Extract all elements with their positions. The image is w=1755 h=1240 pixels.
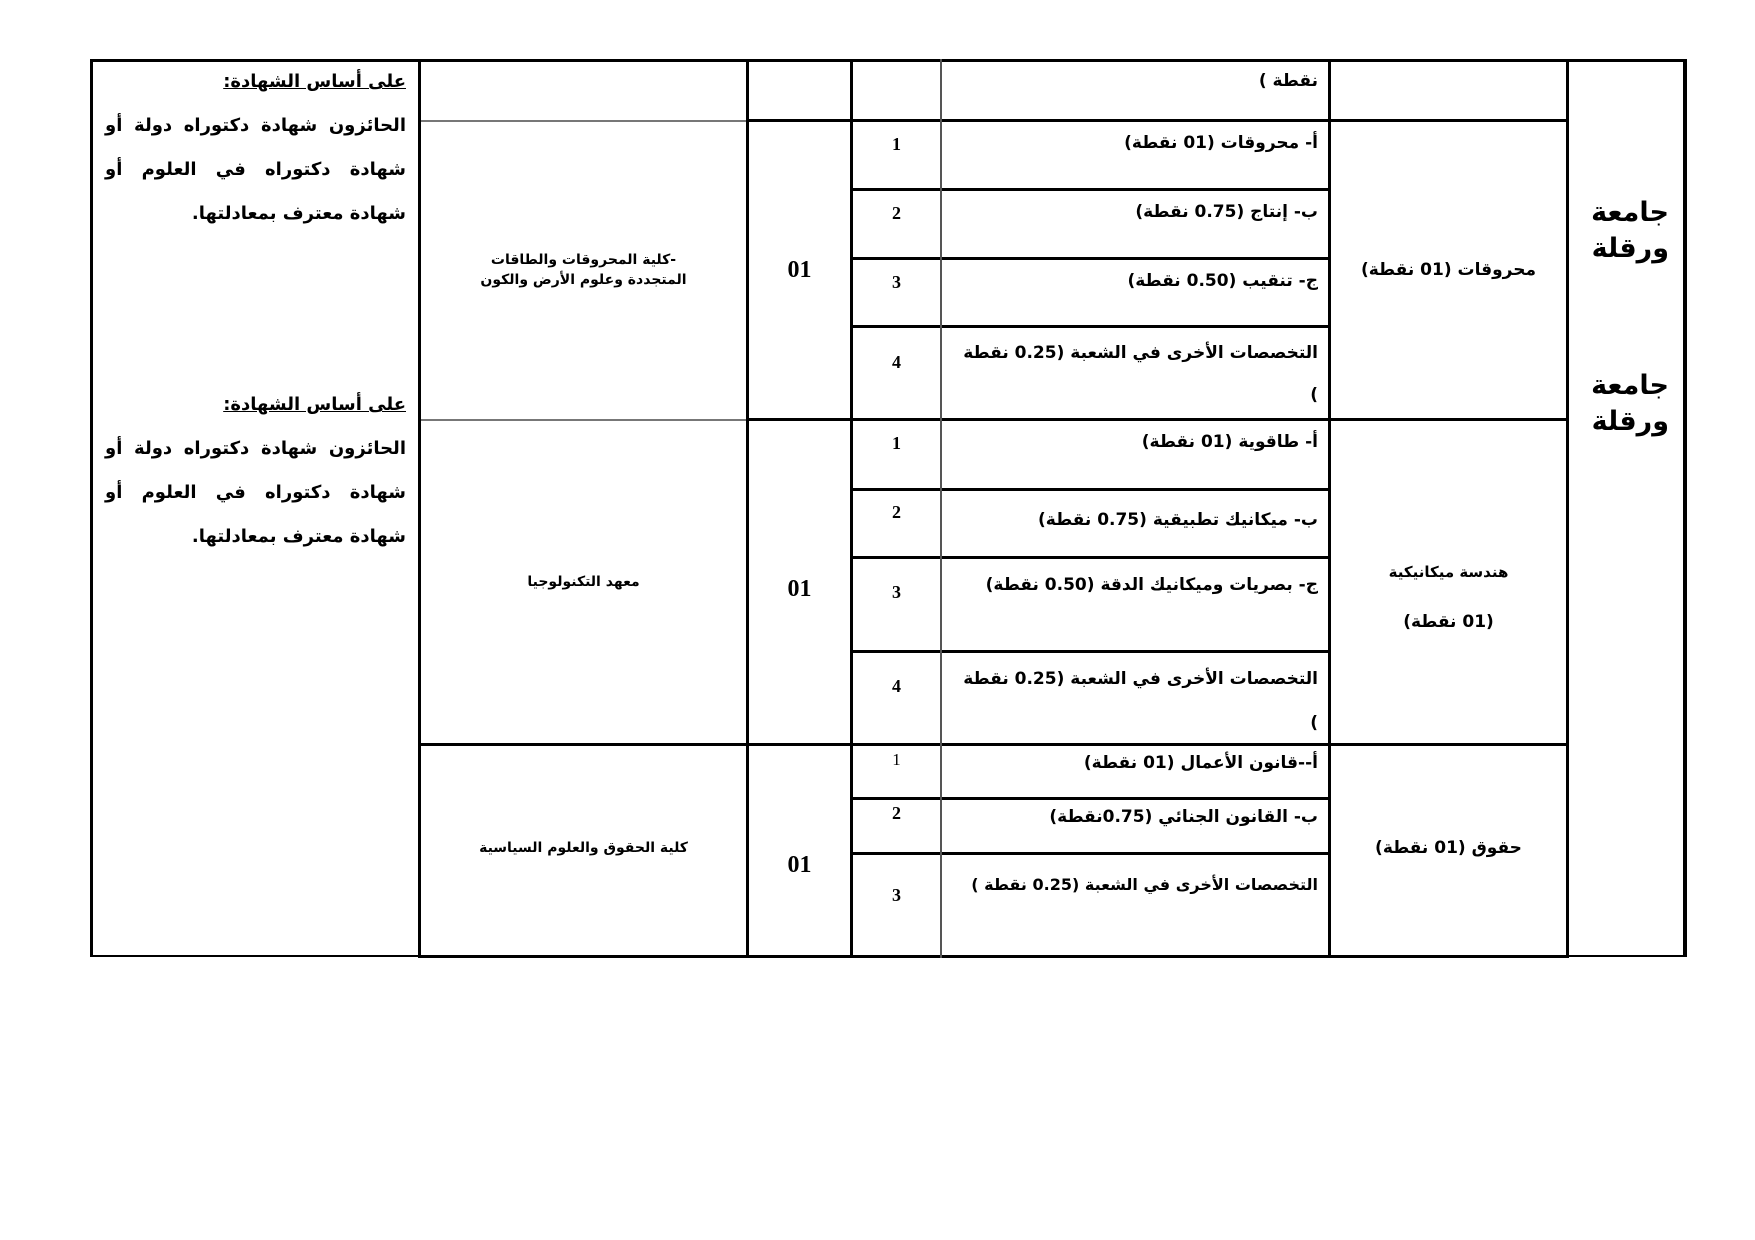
field-text: هندسة ميكانيكية xyxy=(1388,563,1509,581)
specialty-cell xyxy=(942,800,1328,852)
specialty-text: نقطة ) xyxy=(1258,71,1318,91)
specialty-cell xyxy=(942,122,1328,188)
field-cell xyxy=(1331,122,1566,418)
rank-number: 3 xyxy=(892,582,901,602)
conditions-heading: على أساس الشهادة: xyxy=(223,394,406,415)
field-cell xyxy=(1331,746,1566,955)
table-border-bottom xyxy=(91,955,419,957)
rank-cell xyxy=(853,803,940,824)
rank-cell xyxy=(853,750,940,770)
rank-cell xyxy=(853,676,940,697)
conditions-heading: على أساس الشهادة: xyxy=(223,71,406,92)
specialty-cell xyxy=(942,60,1328,120)
rank-number: 2 xyxy=(892,203,901,223)
rank-number: 1 xyxy=(892,750,901,769)
positions-count xyxy=(749,122,850,418)
count-value: 01 xyxy=(787,256,812,283)
faculty-cell xyxy=(421,421,746,743)
field-text: محروقات (01 نقطة) xyxy=(1360,260,1537,280)
rank-cell xyxy=(853,502,940,523)
table-border-right xyxy=(1683,59,1687,957)
specialty-cell xyxy=(942,421,1328,488)
conditions-text: الحائزون شهادة دكتوراه دولة أو شهادة دكتوراه في العلوم أو شهادة معترف بمعادلتها. xyxy=(105,438,406,547)
specialty-text: أ--قانون الأعمال (01 نقطة) xyxy=(1083,753,1318,773)
rank-cell xyxy=(853,433,940,454)
conditions-text: الحائزون شهادة دكتوراه دولة أو شهادة دكتوراه في العلوم أو شهادة معترف بمعادلتها. xyxy=(105,115,406,224)
rank-number: 1 xyxy=(892,433,901,453)
specialty-cell xyxy=(942,559,1328,650)
rank-number: 1 xyxy=(892,134,901,154)
specialty-text: ب- القانون الجنائي (0.75نقطة) xyxy=(1049,807,1318,827)
specialty-cell xyxy=(942,491,1328,556)
rank-number: 4 xyxy=(892,676,901,696)
faculty-name: كلية الحقوق والعلوم السياسية xyxy=(479,839,688,856)
rank-number: 3 xyxy=(892,272,901,292)
rank-cell xyxy=(853,885,940,906)
field-text: حقوق (01 نقطة) xyxy=(1375,837,1522,858)
specialty-text: أ- طاقوية (01 نقطة) xyxy=(1141,432,1318,452)
university-label xyxy=(1569,368,1683,440)
university-name: جامعة ورقلة xyxy=(1591,197,1669,264)
positions-count xyxy=(749,421,850,743)
rank-number: 2 xyxy=(892,803,901,823)
university-label xyxy=(1569,195,1683,267)
rank-number: 3 xyxy=(892,885,901,905)
university-name: جامعة ورقلة xyxy=(1591,370,1669,437)
rank-cell xyxy=(853,582,940,603)
specialty-text: التخصصات الأخرى في الشعبة (0.25 نقطة ) xyxy=(963,343,1318,405)
table-border-bottom-uni xyxy=(1567,955,1687,957)
rank-cell xyxy=(853,203,940,224)
rank-cell xyxy=(853,272,940,293)
specialty-text: ب- ميكانيك تطبيقية (0.75 نقطة) xyxy=(1038,510,1318,530)
rank-number: 2 xyxy=(892,502,901,522)
specialty-text: أ- محروقات (01 نقطة) xyxy=(1124,133,1318,153)
rank-cell xyxy=(853,134,940,155)
specialty-text: التخصصات الأخرى في الشعبة (0.25 نقطة ) xyxy=(963,669,1318,733)
faculty-cell xyxy=(421,746,746,955)
conditions-block xyxy=(93,60,418,236)
faculty-cell xyxy=(421,122,746,418)
field-points: (01 نقطة) xyxy=(1403,612,1494,632)
specialty-cell xyxy=(942,191,1328,257)
rank-number: 4 xyxy=(892,352,901,372)
table-border-bottom-main xyxy=(419,955,1567,958)
specialty-cell xyxy=(942,653,1328,743)
rank-cell xyxy=(853,352,940,373)
specialty-cell xyxy=(942,260,1328,325)
col-divider xyxy=(1566,59,1569,958)
specialty-text: ب- إنتاج (0.75 نقطة) xyxy=(1135,202,1318,222)
field-cell xyxy=(1331,421,1566,743)
specialty-cell xyxy=(942,855,1328,955)
faculty-name: معهد التكنولوجيا xyxy=(527,574,640,590)
specialty-text: ج- بصريات وميكانيك الدقة (0.50 نقطة) xyxy=(985,575,1318,595)
specialty-text: ج- تنقيب (0.50 نقطة) xyxy=(1127,271,1318,291)
specialty-text: التخصصات الأخرى في الشعبة (0.25 نقطة ) xyxy=(971,875,1318,894)
positions-count xyxy=(749,746,850,955)
faculty-name: -كلية المحروقات والطاقات المتجددة وعلوم الأرض والكون xyxy=(480,252,687,288)
count-value: 01 xyxy=(787,575,812,602)
specialty-cell xyxy=(942,328,1328,418)
specialty-cell xyxy=(942,746,1328,797)
conditions-block xyxy=(93,383,418,559)
count-value: 01 xyxy=(787,852,812,878)
